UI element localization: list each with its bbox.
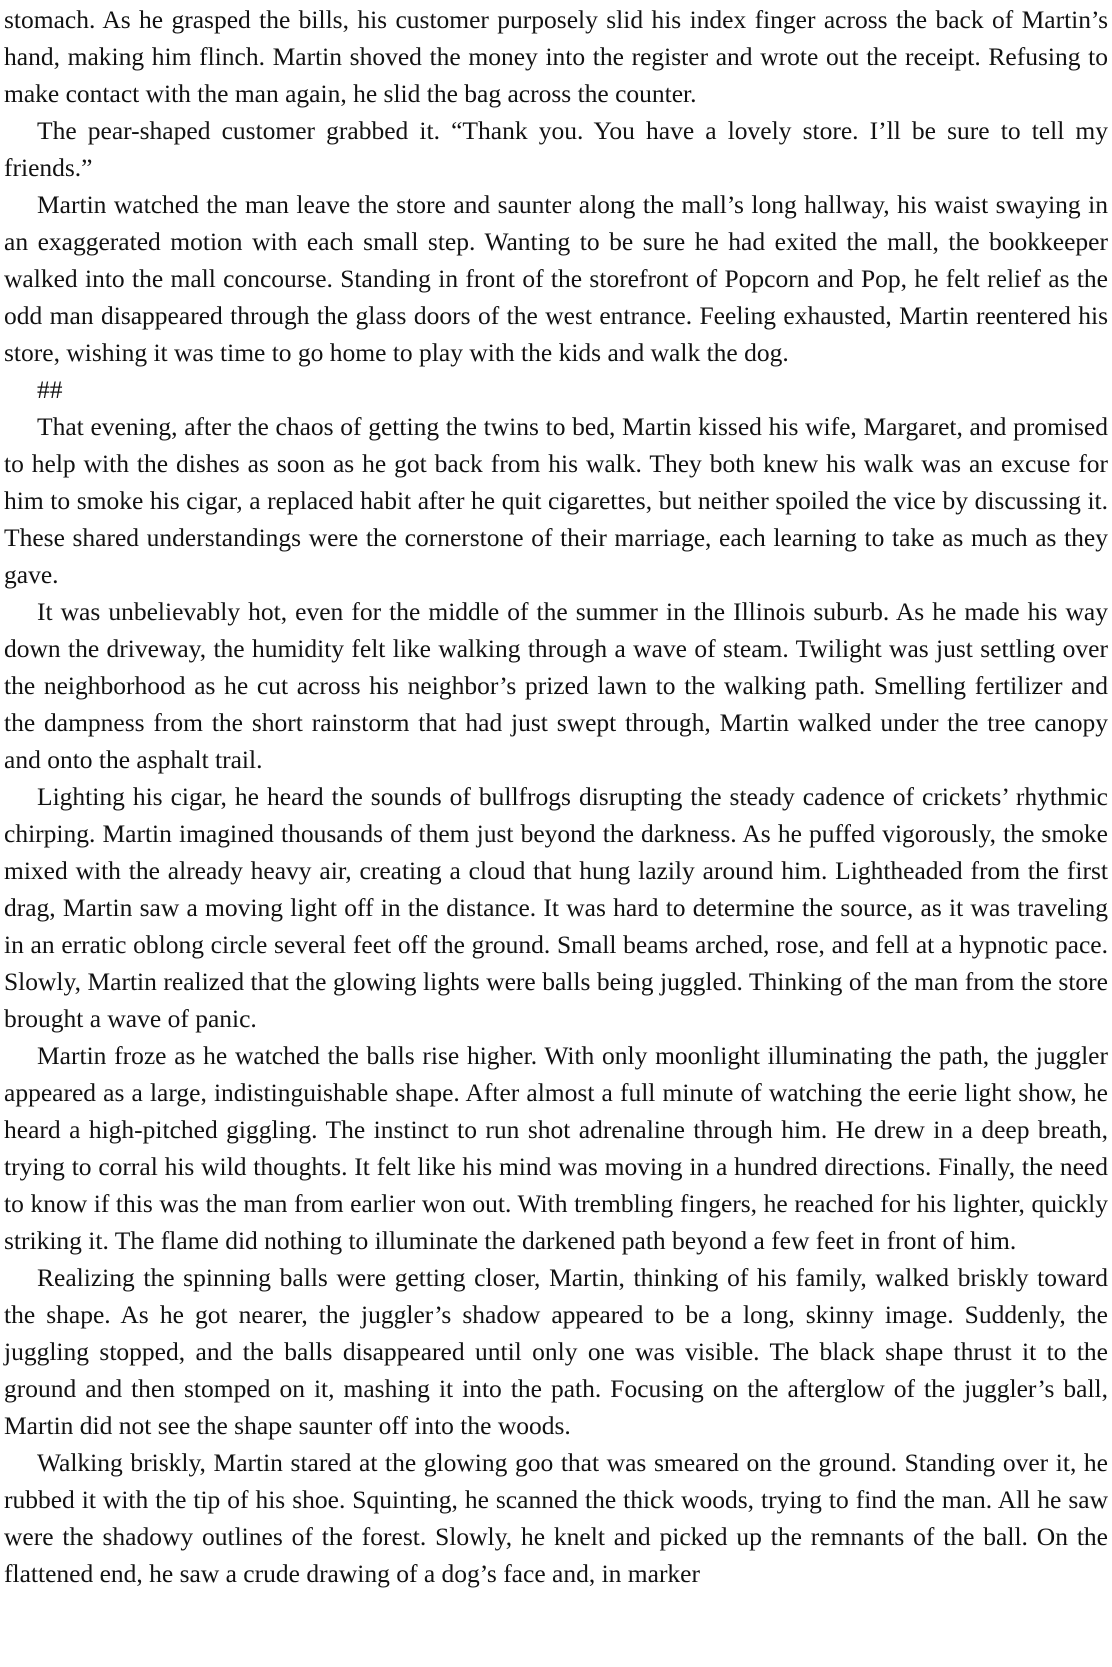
- story-paragraph: Martin watched the man leave the store and saunter along the mall’s long hallway, his waist swaying in an exaggerated motion with each small step. Wanting to be sure he had exited the mall, the bookkeeper walked into the mall concourse. Standing in front of the storefront of Popcorn and Pop, he felt relief as the odd man disappeared through the glass doors of the west entrance. Feeling exhausted, Martin reentered his store, wishing it was time to go home to play with the kids and walk the dog.: [4, 190, 1108, 367]
- story-paragraph: Lighting his cigar, he heard the sounds of bullfrogs disrupting the steady cadence of crickets’ rhythmic chirping. Martin imagined thousands of them just beyond the darkness. As he puffed vigorously, the smoke mixed with the already heavy air, creating a cloud that hung lazily around him. Lightheaded from the first drag, Martin saw a moving light off in the distance. It was hard to determine the source, as it was traveling in an erratic oblong circle several feet off the ground. Small beams arched, rose, and fell at a hypnotic pace. Slowly, Martin realized that the glowing lights were balls being juggled. Thinking of the man from the store brought a wave of panic.: [4, 782, 1108, 1033]
- story-paragraph: Walking briskly, Martin stared at the glowing goo that was smeared on the ground. Standing over it, he rubbed it with the tip of his shoe. Squinting, he scanned the thick woods, trying to find the man. All he saw were the shadowy outlines of the forest. Slowly, he knelt and picked up the remnants of the ball. On the flattened end, he saw a crude drawing of a dog’s face and, in marker: [4, 1448, 1108, 1588]
- story-paragraph: That evening, after the chaos of getting the twins to bed, Martin kissed his wife, Margaret, and promised to help with the dishes as soon as he got back from his walk. They both knew his walk was an excuse for him to smoke his cigar, a replaced habit after he quit cigarettes, but neither spoiled the vice by discussing it. These shared understandings were the cornerstone of their marriage, each learning to take as much as they gave.: [4, 412, 1108, 589]
- story-paragraph: Realizing the spinning balls were getting closer, Martin, thinking of his family, walked briskly toward the shape. As he got nearer, the juggler’s shadow appeared to be a long, skinny image. Suddenly, the juggling stopped, and the balls disappeared until only one was visible. The black shape thrust it to the ground and then stomped on it, mashing it into the path. Focusing on the afterglow of the juggler’s ball, Martin did not see the shape saunter off into the woods.: [4, 1263, 1108, 1440]
- scene-break-marker: ##: [37, 375, 63, 404]
- story-paragraph: stomach. As he grasped the bills, his customer purposely slid his index finger across the back of Martin’s hand, making him flinch. Martin shoved the money into the register and wrote out the receipt. Refusing to make contact with the man again, he slid the bag across the counter.: [4, 5, 1108, 108]
- story-paragraph: Martin froze as he watched the balls rise higher. With only moonlight illuminating the path, the juggler appeared as a large, indistinguishable shape. After almost a full minute of watching the eerie light show, he heard a high-pitched giggling. The instinct to run shot adrenaline through him. He drew in a deep breath, trying to corral his wild thoughts. It felt like his mind was moving in a hundred directions. Finally, the need to know if this was the man from earlier won out. With trembling fingers, he reached for his lighter, quickly striking it. The flame did nothing to illuminate the darkened path beyond a few feet in front of him.: [4, 1041, 1108, 1255]
- story-paragraph: The pear-shaped customer grabbed it. “Thank you. You have a lovely store. I’ll be sure to tell my friends.”: [4, 116, 1108, 182]
- story-paragraph: It was unbelievably hot, even for the middle of the summer in the Illinois suburb. As he made his way down the driveway, the humidity felt like walking through a wave of steam. Twilight was just settling over the neighborhood as he cut across his neighbor’s prized lawn to the walking path. Smelling fertilizer and the dampness from the short rainstorm that had just swept through, Martin walked under the tree canopy and onto the asphalt trail.: [4, 597, 1108, 774]
